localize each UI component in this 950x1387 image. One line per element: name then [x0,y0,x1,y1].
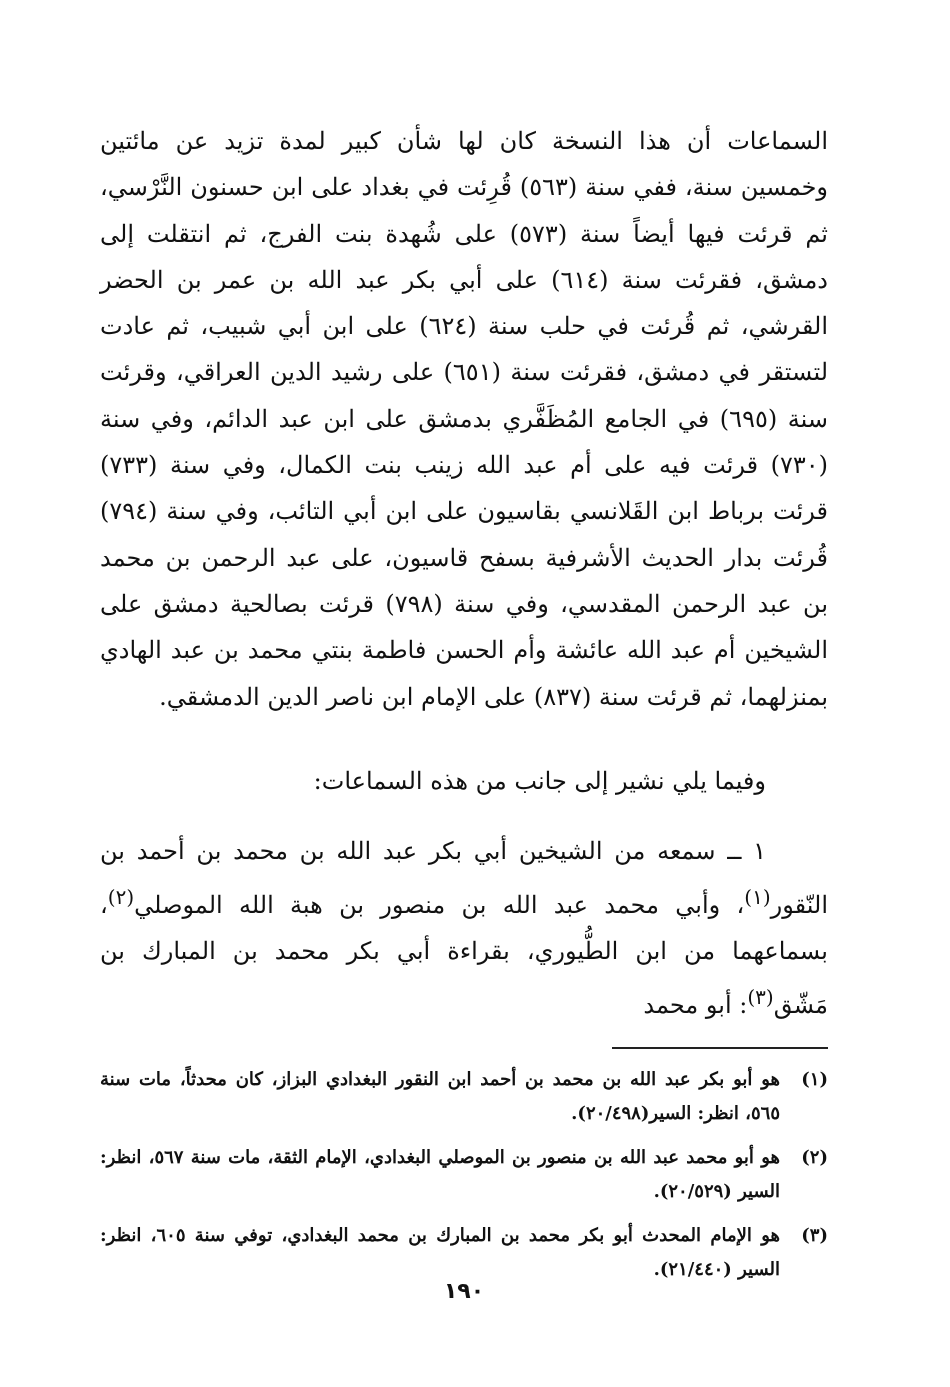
footnote-3 [100,1219,828,1287]
samaat-intro-line: وفيما يلي نشير إلى جانب من هذه السماعات: [313,766,766,795]
entry-text-part2: ، وأبي محمد عبد الله بن منصور بن هبة الله الموصلي [134,890,745,919]
footnote-1 [100,1063,828,1131]
footnote-2 [100,1141,828,1209]
entry-text-part3: ، بسماعهما من ابن الطُّيوري، بقراءة أبي بكر محمد بن المبارك بن مَشّق [100,890,828,1019]
footnote-divider [612,1047,828,1049]
footnote-number: (١) [801,1068,828,1090]
footnote-number: (٢) [801,1146,828,1168]
entry-text-part4: : أبو محمد [643,990,748,1019]
footnote-text: هو أبو بكر عبد الله بن محمد بن أحمد ابن النقور البغدادي البزاز، كان محدثاً، مات سنة ٥٦٥، انظر: السير(٢٠/٤٩٨). [100,1068,780,1124]
footnote-ref-1: (١) [744,884,771,909]
footnote-number: (٣) [801,1224,828,1246]
footnote-text: هو الإمام المحدث أبو بكر محمد بن المبارك بن محمد البغدادي، توفي سنة ٦٠٥، انظر: السير (٢١/٤٤٠). [100,1224,780,1280]
footnotes [100,1063,828,1287]
entry-number: ١ ــ [727,836,766,865]
footnote-ref-2: (٢) [107,884,135,909]
footnote-ref-3: (٣) [747,984,774,1009]
footnote-text: هو أبو محمد عبد الله بن منصور بن الموصلي البغدادي، الإمام الثقة، مات سنة ٥٦٧، انظر: السير (٢٠/٥٢٩). [100,1146,780,1202]
samaa-entry-1 [100,828,828,1028]
page-number: ١٩٠ [443,1279,485,1304]
main-paragraph: السماعات أن هذا النسخة كان لها شأن كبير لمدة تزيد عن مائتين وخمسين سنة، ففي سنة (٥٦٣) قُرِئت في بغداد على ابن حسنون النَّرْسي، ثم قرئت فيها أيضاً سنة (٥٧٣) على شُهدة بنت الفرج، ثم انتقلت إلى دمشق، فقرئت سنة (٦١٤) على أبي بكر عبد الله بن عمر بن الحضر القرشي، ثم قُرئت في حلب سنة (٦٢٤) على ابن أبي شبيب، ثم عادت لتستقر في دمشق، فقرئت سنة (٦٥١) على رشيد الدين العراقي، وقرئت سنة (٦٩٥) في الجامع المُظَفَّري بدمشق على ابن عبد الدائم، وفي سنة (٧٣٠) قرئت فيه على أم عبد الله زينب بنت الكمال، وفي سنة (٧٣٣) قرئت برباط ابن القَلانسي بقاسيون على ابن أبي التائب، وفي سنة (٧٩٤) قُرئت بدار الحديث الأشرفية بسفح قاسيون، على عبد الرحمن بن محمد بن عبد الرحمن المقدسي، وفي سنة (٧٩٨) قرئت بصالحية دمشق على الشيخين أم عبد الله عائشة وأم الحسن فاطمة بنتي محمد بن عبد الهادي بمنزلهما، ثم قرئت سنة (٨٣٧) على الإمام ابن ناصر الدين الدمشقي. [100,127,829,711]
entry-text-part1: سمعه من الشيخين أبي بكر عبد الله بن محمد بن أحمد بن النّقور [100,836,829,919]
page [100,118,828,1358]
